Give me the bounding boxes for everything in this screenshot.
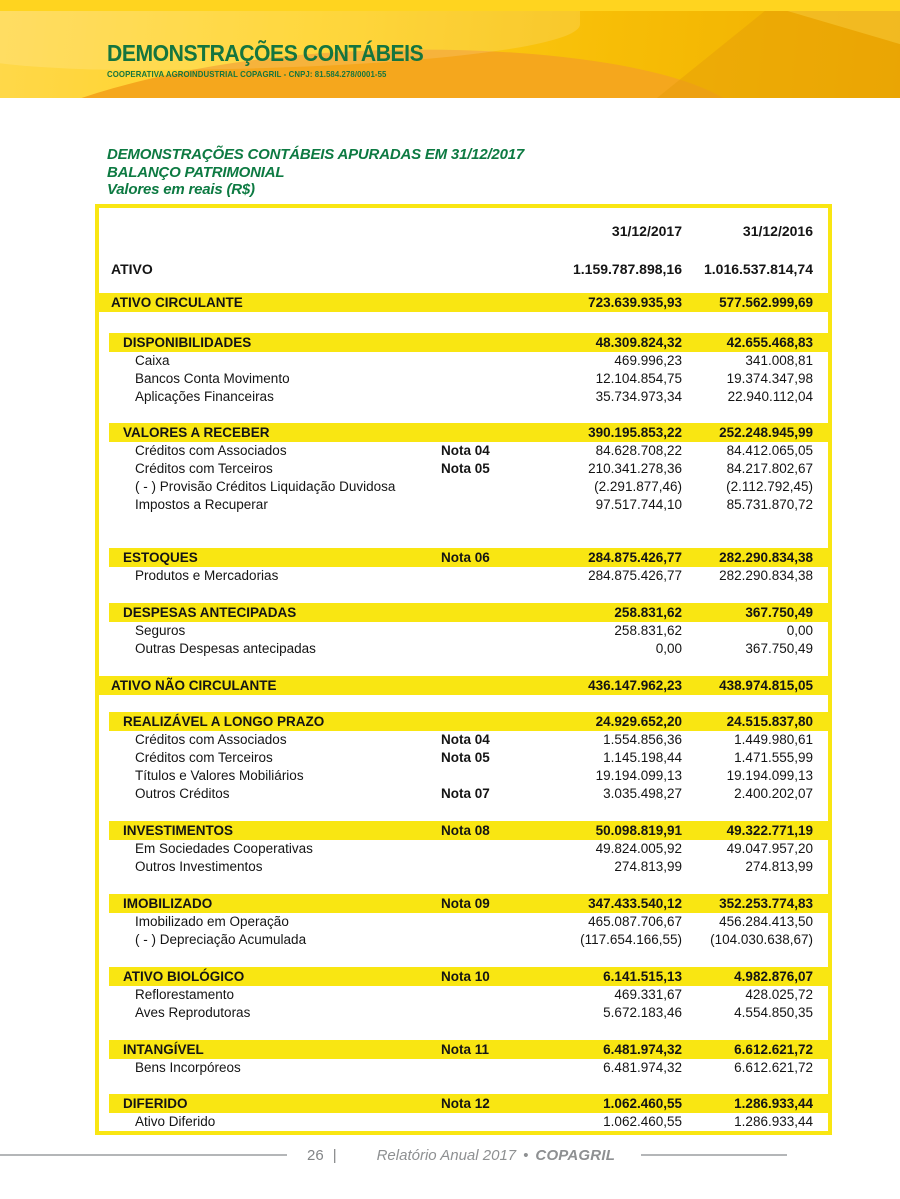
row-nota: Nota 08 — [441, 822, 490, 838]
row-value-2016: 1.016.537.814,74 — [704, 261, 813, 277]
column-header-2017: 31/12/2017 — [611, 223, 682, 239]
table-row — [109, 1094, 828, 1113]
row-label: Créditos com Associados — [135, 443, 287, 458]
row-label: Bancos Conta Movimento — [135, 371, 290, 386]
row-value-2016: 1.286.933,44 — [734, 1095, 813, 1111]
row-value-2016: 438.974.815,05 — [719, 677, 813, 693]
row-value-2016: 85.731.870,72 — [726, 497, 813, 512]
row-value-2017: 465.087.706,67 — [588, 914, 682, 929]
header-subtitle: COOPERATIVA AGROINDUSTRIAL COPAGRIL - CNPJ: 81.584.278/0001-55 — [107, 69, 387, 79]
row-nota: Nota 04 — [441, 732, 490, 747]
table-row — [99, 858, 828, 876]
doc-title-line3: Valores em reais (R$) — [107, 181, 255, 198]
table-row — [109, 1040, 828, 1059]
table-row — [99, 260, 828, 278]
table-row — [109, 333, 828, 352]
row-spacer — [99, 1022, 828, 1040]
row-label: ( - ) Depreciação Acumulada — [135, 932, 307, 947]
row-value-2016: 4.554.850,35 — [734, 1005, 813, 1020]
row-nota: Nota 05 — [441, 750, 490, 765]
row-label: Reflorestamento — [135, 987, 235, 1002]
table-row — [99, 840, 828, 858]
row-value-2016: 1.286.933,44 — [734, 1114, 813, 1129]
row-label: Ativo Diferido — [135, 1114, 216, 1129]
row-label: ATIVO NÃO CIRCULANTE — [111, 677, 277, 693]
table-row — [99, 293, 828, 312]
row-value-2016: 24.515.837,80 — [726, 713, 813, 729]
banner-top-strip — [0, 0, 900, 11]
table-row — [99, 767, 828, 785]
row-label: ( - ) Provisão Créditos Liquidação Duvidosa — [135, 479, 396, 494]
row-label: Créditos com Associados — [135, 732, 287, 747]
row-value-2017: 284.875.426,77 — [588, 568, 682, 583]
row-value-2017: 1.062.460,55 — [603, 1095, 682, 1111]
row-value-2017: 24.929.652,20 — [595, 713, 682, 729]
row-value-2016: 84.217.802,67 — [726, 461, 813, 476]
balance-table-rows — [99, 260, 828, 1131]
row-value-2017: 19.194.099,13 — [595, 768, 682, 783]
footer-rule-right — [641, 1154, 787, 1156]
row-spacer — [99, 585, 828, 603]
row-spacer — [99, 1077, 828, 1094]
row-value-2017: 390.195.853,22 — [588, 424, 682, 440]
header-text-block — [107, 40, 423, 79]
row-nota: Nota 09 — [441, 895, 490, 911]
row-value-2017: 469.996,23 — [614, 353, 682, 368]
row-value-2016: 352.253.774,83 — [719, 895, 813, 911]
table-row — [109, 423, 828, 442]
row-label: ESTOQUES — [123, 549, 198, 565]
row-value-2017: 210.341.278,36 — [588, 461, 682, 476]
row-nota: Nota 10 — [441, 968, 490, 984]
doc-title-line1: DEMONSTRAÇÕES CONTÁBEIS APURADAS EM 31/12/2017 — [107, 146, 525, 163]
row-label: DESPESAS ANTECIPADAS — [123, 604, 297, 620]
row-label: Produtos e Mercadorias — [135, 568, 279, 583]
document-title-block — [107, 146, 524, 199]
row-value-2017: 1.145.198,44 — [603, 750, 682, 765]
row-value-2016: 1.471.555,99 — [734, 750, 813, 765]
table-row — [99, 370, 828, 388]
row-spacer — [99, 278, 828, 293]
row-nota: Nota 11 — [441, 1041, 490, 1057]
row-label: Créditos com Terceiros — [135, 750, 273, 765]
row-value-2016: 22.940.112,04 — [727, 389, 813, 404]
row-value-2017: 274.813,99 — [614, 859, 682, 874]
row-value-2017: 48.309.824,32 — [595, 334, 682, 350]
table-row — [99, 567, 828, 585]
row-label: ATIVO CIRCULANTE — [111, 294, 243, 310]
row-label: Impostos a Recuperar — [135, 497, 268, 512]
row-label: Imobilizado em Operação — [135, 914, 289, 929]
row-value-2017: 6.481.974,32 — [603, 1041, 682, 1057]
row-value-2017: 347.433.540,12 — [588, 895, 682, 911]
footer-separator: | — [332, 1146, 337, 1164]
row-value-2017: 258.831,62 — [614, 604, 682, 620]
row-value-2017: 284.875.426,77 — [588, 549, 682, 565]
row-label: ATIVO — [111, 261, 153, 277]
row-value-2016: 6.612.621,72 — [734, 1041, 813, 1057]
row-nota: Nota 06 — [441, 549, 490, 565]
row-value-2017: 5.672.183,46 — [603, 1005, 682, 1020]
row-spacer — [99, 514, 828, 548]
row-value-2017: 723.639.935,93 — [588, 294, 682, 310]
table-row — [99, 352, 828, 370]
column-header-2016: 31/12/2016 — [742, 223, 813, 239]
row-value-2017: 469.331,67 — [614, 987, 682, 1002]
table-row — [99, 388, 828, 406]
row-label: VALORES A RECEBER — [123, 424, 270, 440]
footer-bullet: • — [523, 1146, 529, 1164]
table-row — [99, 496, 828, 514]
row-value-2016: 49.322.771,19 — [726, 822, 813, 838]
row-label: DIFERIDO — [123, 1095, 188, 1111]
row-label: Outras Despesas antecipadas — [135, 641, 316, 656]
row-spacer — [99, 803, 828, 821]
row-value-2017: 35.734.973,34 — [595, 389, 682, 404]
row-label: Em Sociedades Cooperativas — [135, 841, 313, 856]
table-row — [99, 676, 828, 695]
table-row — [99, 749, 828, 767]
row-spacer — [99, 949, 828, 967]
header-title: DEMONSTRAÇÕES CONTÁBEIS — [107, 40, 424, 66]
row-value-2016: 282.290.834,38 — [719, 568, 813, 583]
row-nota: Nota 07 — [441, 786, 490, 801]
header-banner — [0, 0, 900, 98]
row-value-2016: 2.400.202,07 — [734, 786, 813, 801]
table-row — [99, 1059, 828, 1077]
row-value-2016: 274.813,99 — [745, 859, 813, 874]
row-value-2016: 19.374.347,98 — [726, 371, 813, 386]
row-label: Títulos e Valores Mobiliários — [135, 768, 304, 783]
table-row — [99, 731, 828, 749]
row-value-2017: 6.481.974,32 — [603, 1060, 682, 1075]
row-label: Bens Incorpóreos — [135, 1060, 241, 1075]
row-label: INTANGÍVEL — [123, 1041, 204, 1057]
row-value-2017: 3.035.498,27 — [603, 786, 682, 801]
row-nota: Nota 04 — [441, 443, 490, 458]
row-value-2017: 258.831,62 — [614, 623, 682, 638]
page-footer — [0, 1144, 900, 1166]
row-value-2017: 84.628.708,22 — [595, 443, 682, 458]
row-label: Aves Reprodutoras — [135, 1005, 251, 1020]
row-label: REALIZÁVEL A LONGO PRAZO — [123, 713, 325, 729]
row-label: IMOBILIZADO — [123, 895, 213, 911]
row-label: ATIVO BIOLÓGICO — [123, 968, 245, 984]
row-value-2017: 97.517.744,10 — [595, 497, 682, 512]
table-row — [99, 640, 828, 658]
row-label: DISPONIBILIDADES — [123, 334, 252, 350]
table-row — [99, 478, 828, 496]
row-value-2016: 428.025,72 — [745, 987, 813, 1002]
table-row — [109, 894, 828, 913]
row-value-2016: 456.284.413,50 — [719, 914, 813, 929]
row-label: Créditos com Terceiros — [135, 461, 273, 476]
row-value-2017: 6.141.515,13 — [603, 968, 682, 984]
row-value-2016: 367.750,49 — [745, 641, 813, 656]
table-row — [109, 821, 828, 840]
row-spacer — [99, 695, 828, 712]
row-value-2016: 252.248.945,99 — [719, 424, 813, 440]
table-row — [99, 913, 828, 931]
table-row — [99, 986, 828, 1004]
row-value-2017: 1.159.787.898,16 — [573, 261, 682, 277]
row-label: INVESTIMENTOS — [123, 822, 234, 838]
row-label: Outros Créditos — [135, 786, 230, 801]
row-nota: Nota 12 — [441, 1095, 490, 1111]
row-nota: Nota 05 — [441, 461, 490, 476]
row-value-2017: 1.554.856,36 — [603, 732, 682, 747]
column-header-row — [99, 222, 828, 240]
row-value-2016: 49.047.957,20 — [726, 841, 813, 856]
row-value-2017: (117.654.166,55) — [580, 932, 682, 947]
row-value-2016: (2.112.792,45) — [726, 479, 813, 494]
footer-report-title: Relatório Anual 2017 — [376, 1146, 517, 1164]
row-value-2016: 341.008,81 — [745, 353, 813, 368]
footer-page-number: 26 — [307, 1146, 324, 1164]
table-row — [99, 460, 828, 478]
row-spacer — [99, 406, 828, 423]
row-value-2016: (104.030.638,67) — [710, 932, 813, 947]
row-value-2017: 12.104.854,75 — [595, 371, 682, 386]
row-value-2016: 84.412.065,05 — [726, 443, 813, 458]
row-label: Outros Investimentos — [135, 859, 263, 874]
row-value-2016: 282.290.834,38 — [719, 549, 813, 565]
table-row — [99, 785, 828, 803]
row-spacer — [99, 876, 828, 894]
row-value-2017: 1.062.460,55 — [603, 1114, 682, 1129]
balance-sheet-table — [95, 204, 832, 1135]
doc-title-line2: BALANÇO PATRIMONIAL — [107, 163, 285, 181]
row-label: Seguros — [135, 623, 186, 638]
table-row — [99, 442, 828, 460]
row-value-2016: 367.750,49 — [745, 604, 813, 620]
row-value-2016: 577.562.999,69 — [719, 294, 813, 310]
row-value-2016: 1.449.980,61 — [734, 732, 813, 747]
footer-brand: COPAGRIL — [535, 1146, 616, 1164]
row-value-2017: 49.824.005,92 — [595, 841, 682, 856]
table-row — [99, 1004, 828, 1022]
row-value-2016: 42.655.468,83 — [726, 334, 813, 350]
table-row — [99, 1113, 828, 1131]
table-row — [109, 548, 828, 567]
footer-rule-left — [0, 1154, 287, 1156]
row-value-2016: 0,00 — [786, 623, 813, 638]
row-label: Aplicações Financeiras — [135, 389, 274, 404]
row-spacer — [99, 312, 828, 333]
table-row — [99, 622, 828, 640]
row-value-2017: 50.098.819,91 — [595, 822, 682, 838]
row-spacer — [99, 658, 828, 676]
row-value-2016: 19.194.099,13 — [726, 768, 813, 783]
table-row — [109, 712, 828, 731]
row-value-2017: 436.147.962,23 — [588, 677, 682, 693]
row-value-2017: (2.291.877,46) — [594, 479, 682, 494]
row-value-2016: 4.982.876,07 — [734, 968, 813, 984]
row-value-2017: 0,00 — [655, 641, 682, 656]
table-row — [109, 603, 828, 622]
table-row — [99, 931, 828, 949]
table-row — [109, 967, 828, 986]
row-value-2016: 6.612.621,72 — [734, 1060, 813, 1075]
row-label: Caixa — [135, 353, 170, 368]
